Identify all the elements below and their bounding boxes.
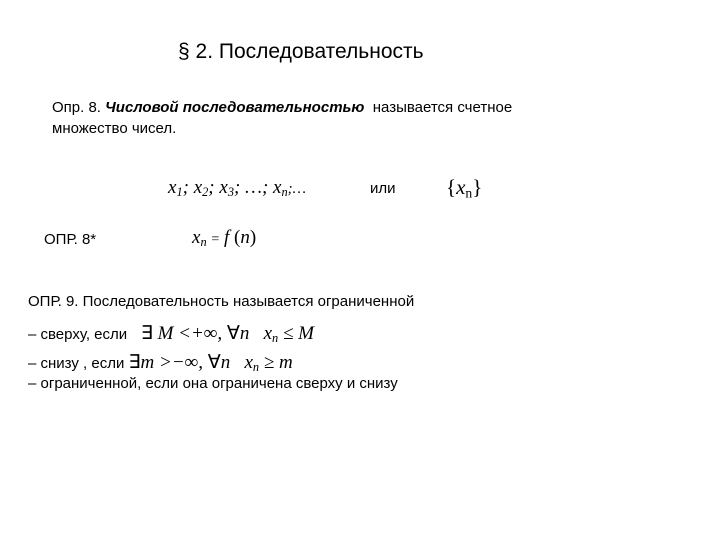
lower-bound-text: – снизу , если <box>28 355 125 372</box>
formula-eq: = <box>211 232 220 247</box>
upper-lt-inf: <+∞, <box>173 323 227 344</box>
upper-M2: M <box>298 323 314 344</box>
seq-ellipsis: … <box>245 177 262 198</box>
seq-sub-3: 3 <box>227 185 234 200</box>
set-x: x <box>456 175 466 199</box>
formula-x: x <box>192 227 201 248</box>
seq-sep-1: ; <box>182 177 194 198</box>
definition-8-line-1 <box>52 99 512 116</box>
lower-bound-line <box>28 351 293 374</box>
lower-m2: m <box>279 352 293 373</box>
forall-symbol-lower: ∀ <box>207 352 221 373</box>
definition-8-star-formula <box>192 227 256 249</box>
sequence-formula <box>168 177 306 199</box>
forall-symbol-upper: ∀ <box>226 323 240 344</box>
formula-sub: n <box>200 235 207 250</box>
seq-x3: x <box>219 177 228 198</box>
seq-tail: ;… <box>287 181 306 197</box>
upper-sub: n <box>272 331 279 346</box>
exists-symbol-upper: ∃ <box>140 323 153 344</box>
upper-bound-text: – сверху, если <box>28 326 128 343</box>
upper-M: M <box>157 323 174 344</box>
upper-x: x <box>263 323 273 344</box>
upper-bound-line <box>28 322 314 345</box>
lower-x: x <box>244 352 253 373</box>
set-close-brace: } <box>472 175 483 199</box>
seq-sep-3: ; <box>233 177 246 198</box>
seq-xn: x <box>273 177 282 198</box>
seq-sep-2: ; <box>208 177 220 198</box>
seq-sub-n: n <box>281 185 288 200</box>
formula-rparen: ) <box>249 227 257 248</box>
lower-n: n <box>220 352 231 373</box>
set-sub: n <box>465 185 473 201</box>
lower-sub: n <box>252 360 260 375</box>
seq-x2: x <box>193 177 203 198</box>
seq-sub-1: 1 <box>176 185 183 200</box>
seq-x1: x <box>168 177 177 198</box>
formula-lparen: ( <box>234 227 241 248</box>
formula-f: f <box>224 227 230 248</box>
lower-ge: ≥ <box>259 352 280 373</box>
definition-8-star-label: ОПР. 8* <box>44 231 97 248</box>
seq-sub-2: 2 <box>202 185 209 200</box>
lower-m: m <box>140 352 155 373</box>
lower-bound-condition <box>129 352 293 373</box>
definition-8-rest: называется счетное <box>372 99 513 116</box>
upper-n: n <box>239 323 250 344</box>
definition-9-text: ОПР. 9. Последовательность называется ограниченной <box>28 293 415 310</box>
set-notation <box>446 175 482 200</box>
set-open-brace: { <box>446 175 457 199</box>
seq-sep-4: ; <box>261 177 274 198</box>
lower-gt-inf: >−∞, <box>154 352 208 373</box>
upper-le: ≤ <box>278 323 299 344</box>
page-title: § 2. Последовательность <box>178 40 424 63</box>
definition-8-label: Опр. 8. <box>52 99 101 116</box>
definition-8-line-2: множество чисел. <box>52 120 177 137</box>
definition-8-term: Числовой последовательностью <box>105 99 365 116</box>
or-word: или <box>370 180 396 197</box>
exists-symbol-lower: ∃ <box>128 352 141 373</box>
formula-n: n <box>240 227 250 248</box>
upper-bound-condition <box>131 323 314 344</box>
bounded-both-line: – ограниченной, если она ограничена сверху и снизу <box>28 375 398 392</box>
